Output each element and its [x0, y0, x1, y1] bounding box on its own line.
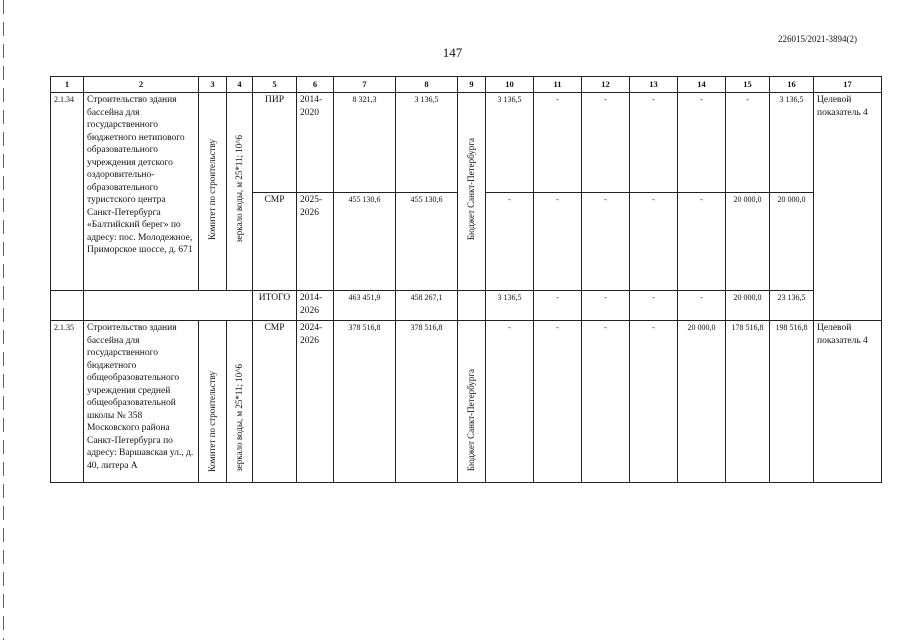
stage-period: 2014-2020 [297, 93, 334, 193]
col-header: 17 [814, 77, 882, 93]
empty-cell [51, 291, 84, 321]
col-header: 15 [726, 77, 770, 93]
col-header: 7 [334, 77, 396, 93]
cell-c7: 378 516,8 [334, 321, 396, 483]
cell-c7: 455 130,6 [334, 193, 396, 291]
cell-c13: - [630, 193, 678, 291]
row-number: 2.1.34 [51, 93, 84, 291]
cell-c8: 378 516,8 [396, 321, 458, 483]
document-id: 226015/2021-3894(2) [778, 34, 857, 44]
total-c10: 3 136,5 [486, 291, 534, 321]
cell-c16: 198 516,8 [770, 321, 814, 483]
total-c7: 463 451,9 [334, 291, 396, 321]
cell-c7: 8 321,3 [334, 93, 396, 193]
indicator-cell: Целевой показатель 4 [814, 321, 882, 483]
executor-cell [199, 93, 227, 291]
indicator-cell: Целевой показатель 4 [814, 93, 882, 321]
col-header: 13 [630, 77, 678, 93]
cell-c14: 20 000,0 [678, 321, 726, 483]
cell-c11: - [534, 193, 582, 291]
capacity-text: зеркало воды, м 25*11; 10^6 [234, 135, 245, 244]
source-cell [458, 93, 486, 291]
object-name: Строительство здания бассейна для государственного бюджетного нетипового образовательного учреждения детского оздоровительно-образовательного туристского центра Санкт-Петербурга «Балтийский берег» по адресу: пос. Молодежное, Приморское шоссе, д. 671 [84, 93, 199, 291]
col-header: 4 [227, 77, 253, 93]
cell-c13: - [630, 93, 678, 193]
empty-cell [458, 291, 486, 321]
cell-c16: 20 000,0 [770, 193, 814, 291]
table-row-total [51, 291, 882, 321]
cell-c10: 3 136,5 [486, 93, 534, 193]
table-row [51, 93, 882, 193]
cell-c16: 3 136,5 [770, 93, 814, 193]
source-text: Бюджет Санкт-Петербурга [466, 138, 477, 241]
col-header: 5 [253, 77, 297, 93]
scan-edge-line [3, 0, 4, 640]
program-table [50, 76, 882, 483]
total-c12: - [582, 291, 630, 321]
column-number-row [51, 77, 882, 93]
capacity-text: зеркало воды, м 25*11; 10^6 [234, 363, 245, 472]
col-header: 12 [582, 77, 630, 93]
col-header: 9 [458, 77, 486, 93]
total-c16: 23 136,5 [770, 291, 814, 321]
total-c13: - [630, 291, 678, 321]
cell-c10: - [486, 321, 534, 483]
total-c14: - [678, 291, 726, 321]
object-name: Строительство здания бассейна для государственного бюджетного общеобразовательного учреждения средней общеобразовательной школы № 358 Московского района Санкт-Петербурга по адресу: Варшавская ул., д. 40, литера А [84, 321, 199, 483]
cell-c13: - [630, 321, 678, 483]
col-header: 6 [297, 77, 334, 93]
row-number: 2.1.35 [51, 321, 84, 483]
total-label: ИТОГО [253, 291, 297, 321]
cell-c15: 20 000,0 [726, 193, 770, 291]
stage-period: 2024-2026 [297, 321, 334, 483]
stage-period: 2025-2026 [297, 193, 334, 291]
stage-type: СМР [253, 193, 297, 291]
page-number: 147 [442, 45, 463, 60]
total-c15: 20 000,0 [726, 291, 770, 321]
cell-c8: 3 136,5 [396, 93, 458, 193]
col-header: 2 [84, 77, 199, 93]
stage-type: СМР [253, 321, 297, 483]
col-header: 8 [396, 77, 458, 93]
col-header: 1 [51, 77, 84, 93]
col-header: 10 [486, 77, 534, 93]
col-header: 11 [534, 77, 582, 93]
source-cell [458, 321, 486, 483]
cell-c10: - [486, 193, 534, 291]
cell-c15: 178 516,8 [726, 321, 770, 483]
total-c11: - [534, 291, 582, 321]
stage-type: ПИР [253, 93, 297, 193]
table-row [51, 321, 882, 483]
col-header: 3 [199, 77, 227, 93]
total-period: 2014-2026 [297, 291, 334, 321]
empty-cell [84, 291, 253, 321]
cell-c14: - [678, 93, 726, 193]
capacity-cell [227, 321, 253, 483]
total-c8: 458 267,1 [396, 291, 458, 321]
capacity-cell [227, 93, 253, 291]
cell-c12: - [582, 93, 630, 193]
source-text: Бюджет Санкт-Петербурга [466, 369, 477, 472]
cell-c11: - [534, 93, 582, 193]
cell-c14: - [678, 193, 726, 291]
executor-text: Комитет по строительству [207, 370, 218, 472]
executor-text: Комитет по строительству [207, 138, 218, 240]
col-header: 14 [678, 77, 726, 93]
cell-c15: - [726, 93, 770, 193]
col-header: 16 [770, 77, 814, 93]
cell-c11: - [534, 321, 582, 483]
executor-cell [199, 321, 227, 483]
cell-c12: - [582, 193, 630, 291]
cell-c8: 455 130,6 [396, 193, 458, 291]
cell-c12: - [582, 321, 630, 483]
